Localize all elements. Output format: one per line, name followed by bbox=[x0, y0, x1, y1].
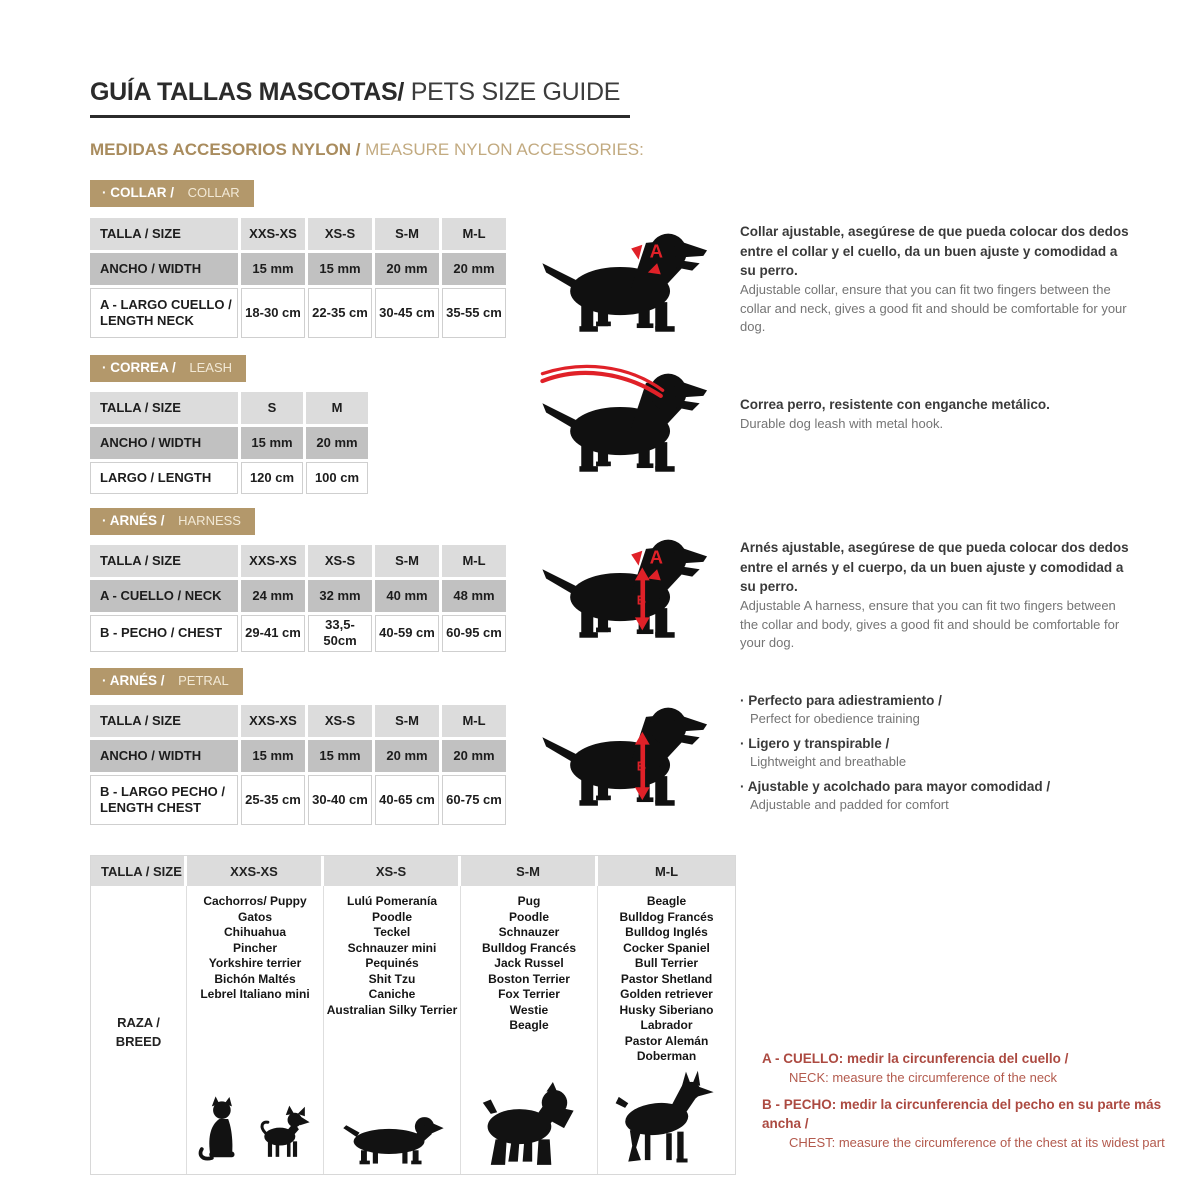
size-header-label: TALLA / SIZE bbox=[90, 218, 238, 250]
feature-es: · Ajustable y acolchado para mayor comodidad / bbox=[740, 778, 1140, 796]
value-cell: 30-45 cm bbox=[375, 288, 439, 338]
value-cell: 15 mm bbox=[241, 253, 305, 285]
page-title-es: GUÍA TALLAS MASCOTAS/ bbox=[90, 78, 405, 106]
breed-size-table bbox=[90, 855, 736, 1175]
feature-item bbox=[740, 778, 1140, 814]
silhouette-row bbox=[326, 1106, 458, 1170]
silhouette-row bbox=[600, 1070, 733, 1170]
badge-label-es: · ARNÉS / bbox=[102, 513, 165, 528]
collar-size-table bbox=[90, 218, 506, 338]
page-title-en: PETS SIZE GUIDE bbox=[404, 78, 621, 106]
size-column-header: S-M bbox=[375, 545, 439, 577]
badge-label-en: PETRAL bbox=[174, 673, 229, 688]
value-cell: 60-75 cm bbox=[442, 775, 506, 825]
collar-arrow-icon bbox=[631, 245, 642, 260]
description-en: Adjustable collar, ensure that you can fit two fingers between the collar and neck, gives a good fit and should be comfortable for your dog. bbox=[740, 281, 1127, 335]
value-cell: 40-65 cm bbox=[375, 775, 439, 825]
badge-label-es: · CORREA / bbox=[102, 360, 176, 375]
value-cell: 35-55 cm bbox=[442, 288, 506, 338]
note-item bbox=[762, 1050, 1192, 1087]
petral-section-badge bbox=[90, 668, 243, 695]
collar-description bbox=[740, 222, 1132, 337]
row-label: A - LARGO CUELLO / LENGTH NECK bbox=[90, 288, 238, 338]
measuring-notes bbox=[762, 1050, 1192, 1161]
value-cell: 30-40 cm bbox=[308, 775, 372, 825]
petral-size-table bbox=[90, 705, 506, 825]
value-cell: 48 mm bbox=[442, 580, 506, 612]
feature-en: Lightweight and breathable bbox=[750, 753, 907, 769]
silhouette-row bbox=[189, 1090, 321, 1170]
size-header-label: TALLA / SIZE bbox=[90, 545, 238, 577]
size-column-header: S bbox=[241, 392, 303, 424]
size-column-header: M bbox=[306, 392, 368, 424]
row-label: A - CUELLO / NECK bbox=[90, 580, 238, 612]
row-label: ANCHO / WIDTH bbox=[90, 427, 238, 459]
size-header-label: TALLA / SIZE bbox=[91, 856, 187, 886]
leash-section-badge bbox=[90, 355, 246, 382]
breed-cell-s-m bbox=[461, 886, 598, 1174]
breed-list: Beagle Bulldog Francés Bulldog Inglés Cocker Spaniel Bull Terrier Pastor Shetland Golden retriever Husky Siberiano Labrador Pastor Alemán Doberman bbox=[619, 894, 714, 1063]
size-column-header: M-L bbox=[442, 705, 506, 737]
description-en: Durable dog leash with metal hook. bbox=[740, 415, 944, 431]
feature-item bbox=[740, 692, 1140, 728]
doberman-silhouette bbox=[607, 1070, 727, 1168]
page-title bbox=[90, 78, 630, 118]
value-cell: 20 mm bbox=[375, 253, 439, 285]
breed-list: Cachorros/ Puppy Gatos Chihuahua Pincher Yorkshire terrier Bichón Maltés Lebrel Italiano mini bbox=[200, 894, 310, 1001]
value-cell: 22-35 cm bbox=[308, 288, 372, 338]
note-es: B - PECHO: medir la circunferencia del pecho en su parte más ancha / bbox=[762, 1097, 1162, 1131]
size-column-header: S-M bbox=[375, 705, 439, 737]
leash-description bbox=[740, 395, 1132, 433]
breed-list: Pug Poodle Schnauzer Bulldog Francés Jack Russel Boston Terrier Fox Terrier Westie Beagle bbox=[481, 894, 576, 1032]
feature-es: · Perfecto para adiestramiento / bbox=[740, 692, 1140, 710]
breed-table-header bbox=[91, 856, 735, 886]
value-cell: 33,5-50cm bbox=[308, 615, 372, 652]
size-header-label: TALLA / SIZE bbox=[90, 392, 238, 424]
value-cell: 25-35 cm bbox=[241, 775, 305, 825]
value-cell: 20 mm bbox=[442, 740, 506, 772]
value-cell: 120 cm bbox=[241, 462, 303, 494]
value-cell: 20 mm bbox=[375, 740, 439, 772]
petral-features-list bbox=[740, 692, 1140, 820]
chest-measure-mark: B bbox=[636, 758, 647, 774]
page-subtitle bbox=[90, 140, 644, 160]
breed-list: Lulú Pomeranía Poodle Teckel Schnauzer mini Pequinés Shit Tzu Caniche Australian Silky Terrier bbox=[326, 894, 458, 1017]
value-cell: 29-41 cm bbox=[241, 615, 305, 652]
row-label: B - PECHO / CHEST bbox=[90, 615, 238, 652]
breed-cell-m-l bbox=[598, 886, 735, 1174]
row-label: B - LARGO PECHO / LENGTH CHEST bbox=[90, 775, 238, 825]
badge-label-en: COLLAR bbox=[184, 185, 240, 200]
note-en: NECK: measure the circumference of the neck bbox=[789, 1069, 1058, 1085]
description-es: Arnés ajustable, asegúrese de que pueda colocar dos dedos entre el arnés y el cuerpo, da un buen ajuste y comodidad a su perro. bbox=[740, 540, 1129, 595]
collar-section-badge bbox=[90, 180, 254, 207]
feature-es: · Ligero y transpirable / bbox=[740, 735, 1140, 753]
neck-measure-mark: A bbox=[649, 546, 664, 568]
dachshund-silhouette bbox=[338, 1106, 446, 1168]
harness-description bbox=[740, 538, 1132, 653]
neck-measure-mark: A bbox=[649, 240, 664, 262]
silhouette-row bbox=[463, 1082, 595, 1170]
size-header-label: TALLA / SIZE bbox=[90, 705, 238, 737]
description-es: Collar ajustable, asegúrese de que pueda colocar dos dedos entre el collar y el cuello, da un buen ajuste y comodidad a su perro. bbox=[740, 224, 1129, 279]
chest-measure-mark: B bbox=[636, 592, 647, 608]
note-item bbox=[762, 1096, 1192, 1152]
note-es: A - CUELLO: medir la circunferencia del cuello / bbox=[762, 1051, 1069, 1066]
size-column-header: XS-S bbox=[308, 545, 372, 577]
harness-size-table bbox=[90, 545, 506, 652]
row-label: ANCHO / WIDTH bbox=[90, 253, 238, 285]
size-column-header: XXS-XS bbox=[187, 856, 324, 886]
size-column-header: M-L bbox=[442, 545, 506, 577]
value-cell: 32 mm bbox=[308, 580, 372, 612]
badge-label-en: HARNESS bbox=[174, 513, 241, 528]
row-label: ANCHO / WIDTH bbox=[90, 740, 238, 772]
size-column-header: XS-S bbox=[308, 218, 372, 250]
value-cell: 15 mm bbox=[241, 427, 303, 459]
feature-en: Adjustable and padded for comfort bbox=[750, 796, 949, 812]
badge-label-es: · COLLAR / bbox=[102, 185, 174, 200]
breed-cell-xxs-xs bbox=[187, 886, 324, 1174]
value-cell: 60-95 cm bbox=[442, 615, 506, 652]
schnauzer-silhouette bbox=[473, 1082, 585, 1168]
raza-breed-text: RAZA / BREED bbox=[115, 1014, 162, 1049]
size-column-header: XS-S bbox=[324, 856, 461, 886]
dog-collar-illustration bbox=[535, 218, 720, 340]
harness-section-badge bbox=[90, 508, 255, 535]
feature-item bbox=[740, 735, 1140, 771]
breed-table-body bbox=[91, 886, 735, 1174]
size-column-header: XXS-XS bbox=[241, 218, 305, 250]
description-en: Adjustable A harness, ensure that you can fit two fingers between the collar and body, gives a good fit and should be comfortable for your dog. bbox=[740, 597, 1120, 651]
raza-breed-label bbox=[91, 886, 187, 1174]
leash-size-table bbox=[90, 392, 368, 494]
size-column-header: XS-S bbox=[308, 705, 372, 737]
badge-label-en: LEASH bbox=[185, 360, 233, 375]
breed-cell-xs-s bbox=[324, 886, 461, 1174]
size-column-header: XXS-XS bbox=[241, 705, 305, 737]
note-en: CHEST: measure the circumference of the chest at its widest part bbox=[789, 1134, 1165, 1150]
dog-harness-illustration bbox=[535, 524, 720, 646]
description-es: Correa perro, resistente con enganche metálico. bbox=[740, 397, 1050, 412]
value-cell: 15 mm bbox=[308, 253, 372, 285]
value-cell: 15 mm bbox=[308, 740, 372, 772]
size-column-header: XXS-XS bbox=[241, 545, 305, 577]
value-cell: 24 mm bbox=[241, 580, 305, 612]
value-cell: 100 cm bbox=[306, 462, 368, 494]
value-cell: 20 mm bbox=[306, 427, 368, 459]
feature-en: Perfect for obedience training bbox=[750, 711, 920, 727]
dog-leash-illustration bbox=[535, 358, 720, 480]
badge-label-es: · ARNÉS / bbox=[102, 673, 165, 688]
size-column-header: S-M bbox=[461, 856, 598, 886]
chihuahua-silhouette bbox=[250, 1098, 312, 1168]
harness-arrow-icon bbox=[631, 551, 642, 566]
page-subtitle-en: MEASURE NYLON ACCESSORIES: bbox=[360, 140, 644, 159]
value-cell: 20 mm bbox=[442, 253, 506, 285]
value-cell: 15 mm bbox=[241, 740, 305, 772]
size-column-header: M-L bbox=[598, 856, 735, 886]
cat-silhouette bbox=[198, 1090, 242, 1168]
size-column-header: M-L bbox=[442, 218, 506, 250]
size-column-header: S-M bbox=[375, 218, 439, 250]
value-cell: 40-59 cm bbox=[375, 615, 439, 652]
dog-petral-illustration bbox=[535, 692, 720, 814]
value-cell: 18-30 cm bbox=[241, 288, 305, 338]
page-subtitle-es: MEDIDAS ACCESORIOS NYLON / bbox=[90, 140, 361, 159]
value-cell: 40 mm bbox=[375, 580, 439, 612]
row-label: LARGO / LENGTH bbox=[90, 462, 238, 494]
